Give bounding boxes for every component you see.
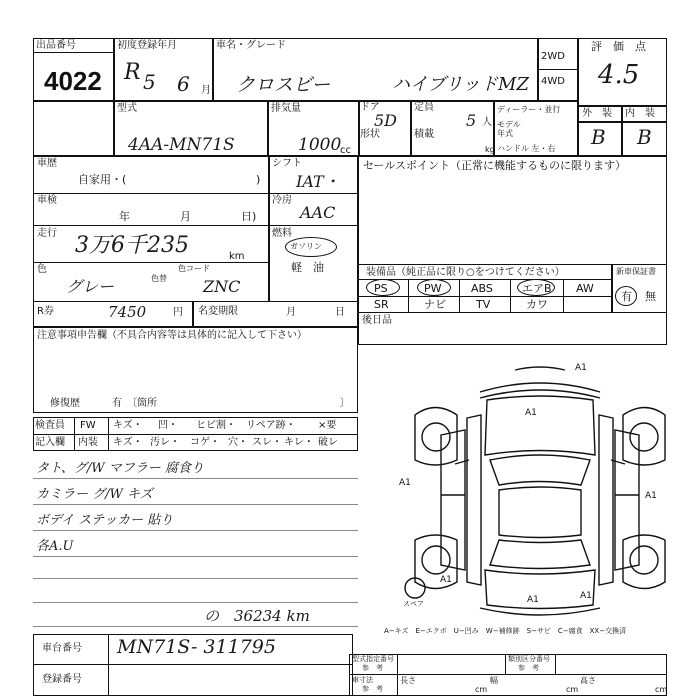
warranty-label: 新車保証書 [616, 267, 656, 276]
displacement: 1000 [298, 135, 342, 155]
color: グレー [66, 277, 115, 296]
plate-label: 登録番号 [42, 674, 82, 685]
mark-hood: A1 [525, 408, 537, 418]
equip-leather: カワ [526, 298, 548, 311]
capacity-label: 定員 [414, 102, 434, 113]
rear-window [490, 540, 590, 569]
equip-abs: ABS [471, 282, 493, 295]
equip-pw: PW [424, 282, 442, 295]
inspector-label: 検査員 [35, 420, 65, 431]
color-code: ZNC [203, 277, 241, 296]
reg-month: 6 [177, 72, 190, 96]
note-line-4: 各A.U [36, 539, 74, 554]
recycle-label: R券 [37, 306, 54, 317]
dealer-label: ディーラー・並行 [497, 105, 561, 114]
mileage-label: 走行 [37, 228, 57, 239]
drive-2wd: 2WD [541, 51, 565, 62]
reg-year: 5 [143, 70, 156, 94]
type-cert-label: 型式指定番号 [352, 655, 394, 663]
mark-rear-bumper: A1 [580, 591, 592, 601]
aftermarket-label: 後日品 [362, 315, 392, 326]
repair-history-label: 修復歴 [50, 398, 80, 409]
wheel-rear-right [630, 546, 658, 574]
wheel-rear-left [422, 546, 450, 574]
shift: IAT・ [296, 172, 340, 191]
name-change-label: 名変期限 [198, 306, 238, 317]
lot-number: 4022 [44, 66, 102, 96]
ac-label: 冷房 [272, 195, 292, 206]
shape-label: 形状 [360, 129, 380, 140]
doors: 5D [374, 111, 398, 130]
mark-front-bumper: A1 [575, 363, 587, 373]
pw-circle [417, 279, 451, 296]
exterior-label: 外 装 [582, 108, 612, 119]
equip-ps: PS [374, 282, 388, 295]
displacement-label: 排気量 [271, 103, 301, 114]
interior-label: 内 装 [625, 108, 655, 119]
equip-tv: TV [476, 298, 491, 311]
color-change-label: 色替 [151, 274, 167, 283]
handle-label: ハンドル 左・右 [497, 144, 556, 153]
damage-legend: A−キズ E−エクボ U−凹み W−補修跡 S−サビ C−腐食 XX−交換済 [384, 627, 627, 635]
roof [499, 487, 581, 538]
color-code-label: 色コード [178, 264, 210, 273]
capacity: 5 [466, 111, 477, 130]
class-label: 類別区分番号 [508, 655, 550, 663]
shift-label: シフト [272, 158, 302, 169]
repair-history-value: 有 〔箇所 [112, 398, 157, 409]
model-code: 4AA-MN71S [128, 135, 235, 155]
damage-diagram [395, 360, 685, 622]
mark-right-side: A1 [645, 491, 657, 501]
warranty-no: 無 [645, 290, 656, 303]
fuel-diesel: 軽 油 [291, 261, 324, 274]
windshield [490, 455, 590, 485]
notes-label: 注意事項申告欄（不具合内容等は具体的に記入して下さい） [37, 330, 307, 341]
ac: AAC [300, 203, 336, 222]
wheel-front-right [630, 423, 658, 451]
color-label: 色 [37, 264, 47, 275]
grade: ハイブリッドMZ [392, 74, 529, 95]
note-line-3: ボデイ ステッカー 貼り [36, 513, 174, 528]
drive-4wd: 4WD [541, 76, 565, 87]
recycle-fee: 7450 [108, 303, 147, 321]
equip-sr: SR [374, 298, 389, 311]
chassis-label: 車台番号 [42, 643, 82, 654]
score-label: 評 価 点 [591, 40, 646, 53]
score: 4.5 [598, 60, 640, 90]
mark-left-side: A1 [399, 478, 411, 488]
history-value: 自家用・( [78, 173, 127, 186]
dim-label: 車寸法 [352, 676, 373, 684]
wheel-front-left [422, 423, 450, 451]
right-side [599, 415, 613, 585]
mileage: 3万6千235 [75, 233, 189, 258]
airbag-circle [517, 279, 555, 296]
warranty-circle [615, 286, 637, 306]
first-reg-label: 初度登録年月 [117, 40, 177, 51]
warranty-yes: 有 [621, 290, 632, 303]
tailgate [485, 570, 595, 609]
history-label: 車歴 [37, 158, 57, 169]
left-side [467, 415, 481, 585]
spare-label: スペア [403, 600, 424, 608]
chassis-number: MN71S- 311795 [117, 636, 276, 658]
entry-label: 記入欄 [35, 437, 65, 448]
lot-label: 出品番号 [36, 40, 76, 51]
auction-sheet: 出品番号 4022 初度登録年月 R 5 6 月 車名・グレード クロスビー ハイブリッドMZ 2WD 4WD 評 価 点 4.5 外 装 内 装 B B 型式 4AA-MN71S 排気量 1000 cc ドア 5D 形状 定員 5 人 積載 kg ディーラー・並行 モデル 年式 ハンドル 左・右 車歴 自家用・( ) シフト IAT・ 車検 年 月 日) 冷房 AAC 走行 3万6千235 km 燃料 ガソリン 軽 油 色 グレー 色替 色コード ZNC R券 7450 円 名変期限 月 日 セールスポイント（正常に機能するものに限ります） 装備品（純正品に限り○をつけてください） 新車保証書 PS PW ABS エアB AW SR ナビ TV カワ 有 無 後日品 注意事項申告欄（不具合内容等は具体的に記入して下さい） 修復歴 有 〔箇所 〕 検査員 記入欄 FW キズ・ 凹・ ヒビ割・ リペア跡・ ×要 内装 キズ・ 汚レ・ コゲ・ 穴・ スレ・ キレ・ 破レ タト、グ/W マフラー 腐食り カミラー グ/W キズ ボデイ ステッカー 貼り 各A.U の 36234 km A1 A1 A1 A1 A1 A1 A1 スペア A−キズ E−エクボ U−凹み W−補修跡 S−サビ C−腐食 XX−交換済 車台番号 MN71S- 311795 登録番号 型式指定番号 参 考 類別区分番号 参 考 車寸法 参 考 長さ cm 幅 cm 高さ cm [0, 0, 700, 700]
equip-navi: ナビ [424, 298, 446, 311]
equipment-label: 装備品（純正品に限り○をつけてください） [366, 267, 565, 278]
loading-label: 積載 [414, 129, 434, 140]
note-line-2: カミラー グ/W キズ [36, 487, 153, 502]
doors-label: ドア [360, 102, 380, 113]
exterior-grade: B [591, 125, 606, 149]
sales-frame [358, 156, 667, 345]
mark-tailgate: A1 [527, 595, 539, 605]
fuel-label: 燃料 [272, 228, 292, 239]
model-year-label: モデル 年式 [497, 120, 521, 138]
inspection-label: 車検 [37, 195, 57, 206]
equip-airbag: エアB [522, 282, 552, 295]
model-name: クロスビー [236, 74, 331, 96]
fuel-gas: ガソリン [290, 242, 322, 251]
ps-circle [366, 279, 400, 296]
hood [485, 396, 595, 455]
equip-aw: AW [576, 282, 594, 295]
odo-note: の 36234 km [204, 607, 310, 625]
fuel-gas-circle [285, 237, 337, 257]
mark-rear-left: A1 [440, 575, 452, 585]
name-grade-label: 車名・グレード [216, 40, 286, 51]
interior-grade: B [637, 125, 652, 149]
model-code-label: 型式 [117, 103, 137, 114]
reg-era: R [124, 60, 141, 85]
note-line-1: タト、グ/W マフラー 腐食り [36, 461, 204, 476]
sales-point-label: セールスポイント（正常に機能するものに限ります） [363, 159, 627, 172]
